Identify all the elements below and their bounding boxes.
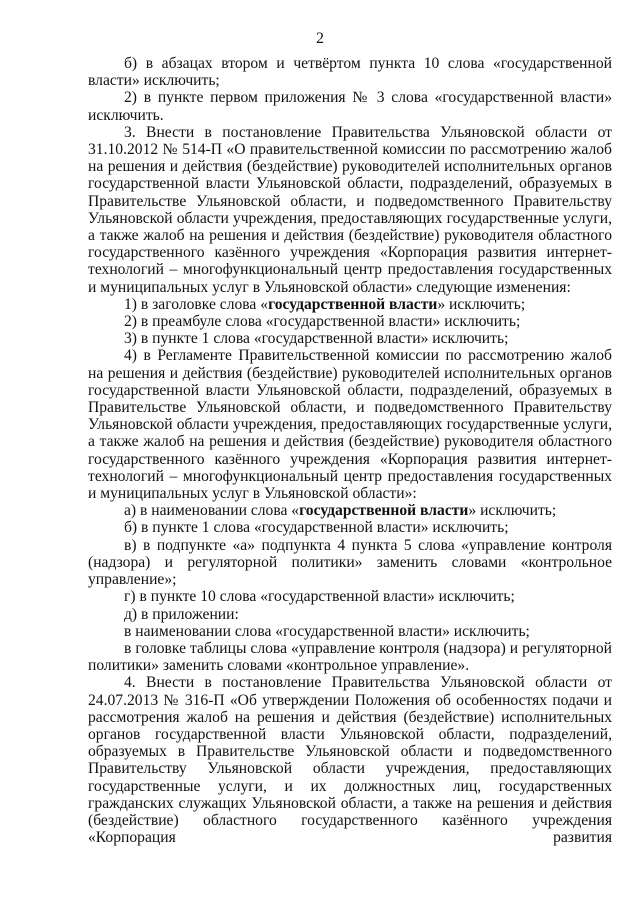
paragraph-p9	[88, 519, 612, 536]
text-run: 2) в пункте первом приложения № 3 слова «государственной власти» исключить.	[88, 89, 612, 124]
text-run: г) в пункте 10 слова «государственной власти» исключить;	[124, 588, 515, 606]
text-run: 3. Внести в постановление Правительства Ульяновской области от 31.10.2012 № 514-П «О правительственной комиссии по рассмотрению жалоб на решения и действия (бездействие) руководителей исполнительных органов государственной власти Ульяновской области, подразделений, образуемых в Правительстве Ульяновской области, и подведомственного Правительству Ульяновской области учреждения, предоставляющих государственные услуги, а также жалоб на решения и действия (бездействие) руководителя областного государственного казённого учреждения «Корпорация развития интернет-технологий – многофункциональный центр предоставления государственных и муниципальных услуг в Ульяновской области» следующие изменения:	[88, 123, 612, 296]
text-run: 4. Внести в постановление Правительства Ульяновской области от 24.07.2013 № 316-П «Об утверждении Положения об особенностях подачи и рассмотрения жалоб на решения и действия (бездействие) исполнительных органов государственной власти Ульяновской области, подразделений, образуемых в Правительстве Ульяновской области и подведомственного Правительству Ульяновской области учреждения, предоставляющих государственные услуги, и их должностных лиц, государственных гражданских служащих Ульяновской области, а также на решения и действия (бездействие) областного государственного казённого учреждения «Корпорация развития	[88, 674, 612, 847]
paragraph-p7	[88, 347, 612, 502]
paragraph-p8	[88, 502, 612, 519]
bold-text-run: государственной власти	[299, 502, 469, 520]
text-run: 3) в пункте 1 слова «государственной власти» исключить;	[124, 330, 509, 348]
text-run: 4) в Регламенте Правительственной комиссии по рассмотрению жалоб на решения и действия (бездействие) руководителей исполнительных органов государственной власти Ульяновской области, подразделений, образуемых в Правительстве Ульяновской области, и подведомственного Правительству Ульяновской области учреждения, предоставляющих государственные услуги, а также жалоб на решения и действия (бездействие) руководителя областного государственного казённого учреждения «Корпорация развития интернет-технологий – многофункциональный центр предоставления государственных и муниципальных услуг в Ульяновской области»:	[88, 347, 612, 503]
bold-text-run: государственной власти	[268, 295, 438, 313]
text-run: д) в приложении:	[124, 605, 239, 623]
text-run: » исключить;	[437, 295, 526, 313]
paragraph-p12	[88, 606, 612, 623]
text-run: б) в пункте 1 слова «государственной власти» исключить;	[124, 519, 509, 537]
paragraph-p4	[88, 296, 612, 313]
paragraph-p11	[88, 588, 612, 605]
text-run: 2) в преамбуле слова «государственной власти» исключить;	[124, 313, 521, 331]
text-run: 1) в заголовке слова «	[124, 295, 269, 313]
text-run: » исключить;	[468, 502, 557, 520]
paragraph-p14	[88, 640, 612, 674]
text-run: в) в подпункте «а» подпункта 4 пункта 5 слова «управление контроля (надзора) и регуляторной политики» заменить словами «контрольное управление»;	[88, 536, 612, 589]
text-run: в наименовании слова «государственной власти» исключить;	[124, 622, 530, 640]
text-run: б) в абзацах втором и четвёртом пункта 10 слова «государственной власти» исключить;	[88, 55, 612, 90]
paragraph-p15	[88, 674, 612, 846]
paragraph-p6	[88, 330, 612, 347]
paragraph-p5	[88, 313, 612, 330]
paragraph-p1	[88, 55, 612, 89]
page-number: 2	[316, 30, 324, 47]
text-run: а) в наименовании слова «	[124, 502, 300, 520]
paragraph-p3	[88, 124, 612, 296]
document-body	[88, 55, 612, 846]
paragraph-p10	[88, 537, 612, 589]
paragraph-p2	[88, 89, 612, 123]
paragraph-p13	[88, 623, 612, 640]
text-run: в головке таблицы слова «управление контроля (надзора) и регуляторной политики» заменить словами «контрольное управление».	[88, 639, 612, 675]
